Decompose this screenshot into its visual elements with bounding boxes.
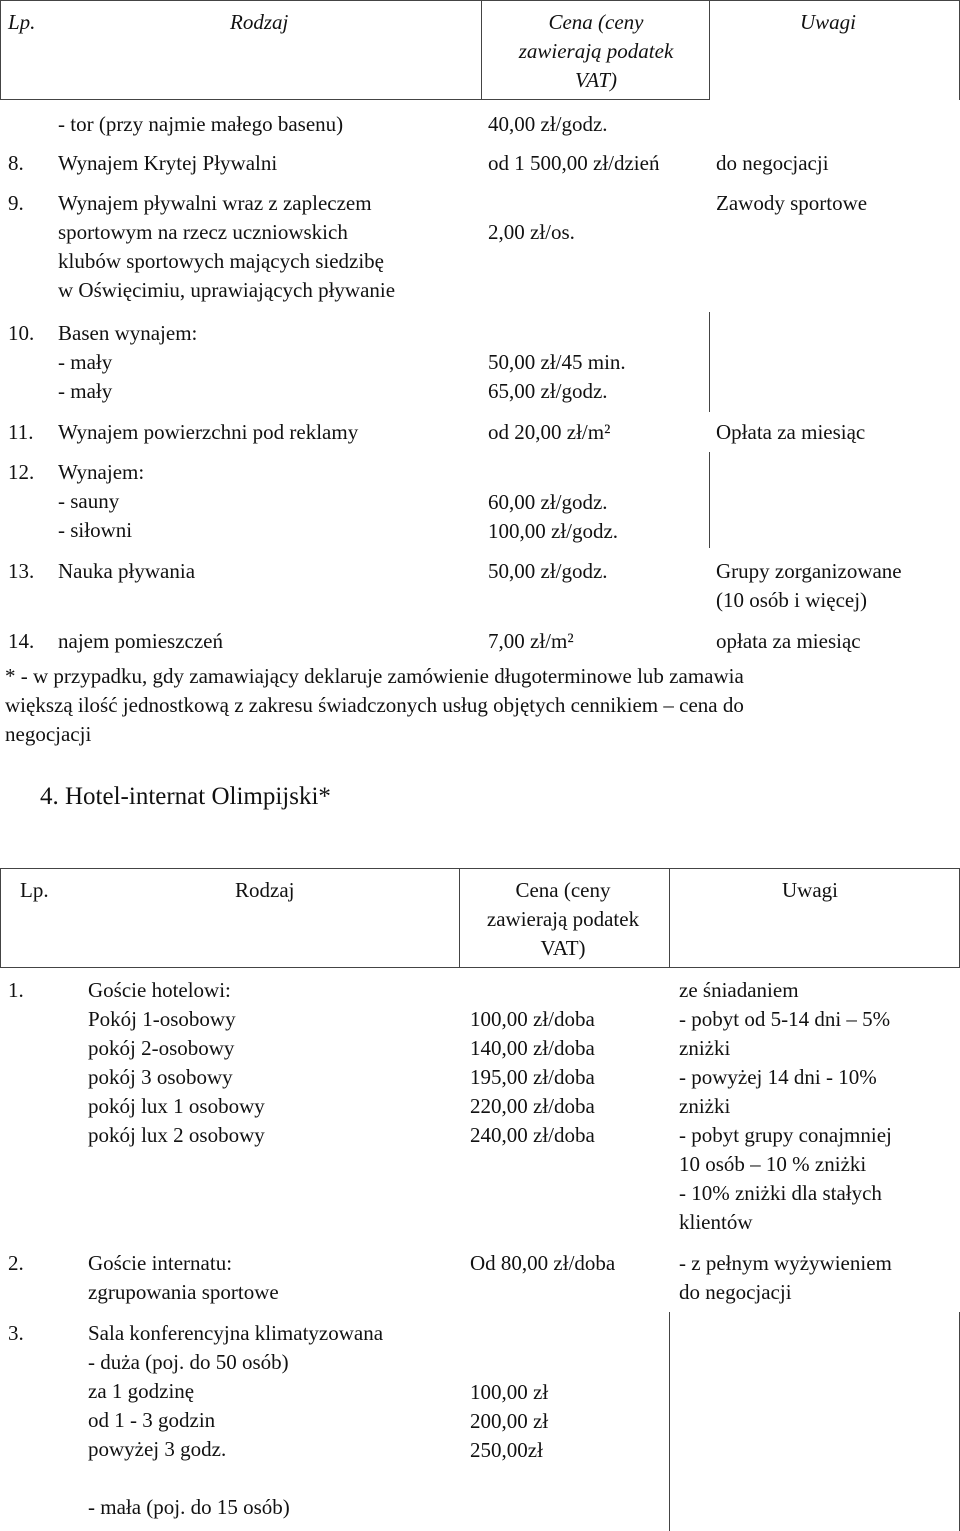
row-lp: 12. — [8, 460, 35, 484]
row-rodzaj: Basen wynajem: - mały - mały — [58, 321, 198, 403]
row-cena: 2,00 zł/os. — [488, 220, 575, 244]
row-rodzaj: Goście hotelowi: Pokój 1-osobowy pokój 2-osobowy pokój 3 osobowy pokój lux 1 osobowy pokój lux 2 osobowy — [88, 978, 265, 1147]
row-lp: 10. — [8, 321, 35, 345]
col-header-cena: Cena (ceny zawierają podatek VAT) — [486, 878, 640, 960]
table-border — [0, 0, 960, 1]
row-cena: 40,00 zł/godz. — [488, 112, 608, 136]
row-lp: 13. — [8, 559, 35, 583]
row-rodzaj: Wynajem: - sauny - siłowni — [58, 460, 145, 542]
row-uwagi: Opłata za miesiąc — [716, 420, 866, 444]
col-header-rodzaj: Rodzaj — [230, 10, 289, 34]
row-cena: 7,00 zł/m² — [488, 629, 574, 653]
table-border — [0, 868, 1, 968]
row-rodzaj: Wynajem Krytej Pływalni — [58, 151, 278, 175]
row-cena: od 20,00 zł/m² — [488, 420, 611, 444]
table-border — [669, 868, 670, 968]
row-cena: 60,00 zł/godz. 100,00 zł/godz. — [488, 490, 619, 543]
col-header-cena: Cena (ceny zawierają podatek VAT) — [518, 10, 674, 92]
table-border — [0, 99, 710, 100]
col-header-uwagi: Uwagi — [800, 10, 857, 34]
row-rodzaj: - tor (przy najmie małego basenu) — [58, 112, 344, 136]
row-lp: 1. — [8, 978, 24, 1002]
row-uwagi: opłata za miesiąc — [716, 629, 861, 653]
table-border — [709, 452, 710, 548]
row-lp: 14. — [8, 629, 35, 653]
col-header-lp: Lp. — [20, 878, 49, 902]
section-title: 4. Hotel-internat Olimpijski* — [40, 783, 331, 810]
table-border — [709, 0, 710, 100]
row-cena: 100,00 zł 200,00 zł 250,00zł — [470, 1380, 549, 1462]
row-rodzaj: najem pomieszczeń — [58, 629, 224, 653]
table-border — [481, 0, 482, 100]
row-uwagi: - z pełnym wyżywieniem do negocjacji — [679, 1251, 892, 1304]
row-uwagi: do negocjacji — [716, 151, 829, 175]
row-lp: 9. — [8, 191, 24, 215]
row-lp: 11. — [8, 420, 34, 444]
table-border — [0, 0, 1, 100]
col-header-rodzaj: Rodzaj — [235, 878, 295, 902]
row-uwagi: Grupy zorganizowane (10 osób i więcej) — [716, 559, 902, 612]
row-rodzaj: Sala konferencyjna klimatyzowana - duża (poj. do 50 osób) za 1 godzinę od 1 - 3 godzin powyżej 3 godz. - mała (poj. do 15 osób) — [88, 1321, 384, 1519]
row-cena: 50,00 zł/godz. — [488, 559, 608, 583]
table-border — [0, 868, 960, 869]
row-cena: od 1 500,00 zł/dzień — [488, 151, 660, 175]
table-border — [709, 312, 710, 412]
table-border — [459, 868, 460, 968]
col-header-uwagi: Uwagi — [782, 878, 838, 902]
table-border — [669, 1312, 670, 1531]
row-cena: 100,00 zł/doba 140,00 zł/doba 195,00 zł/doba 220,00 zł/doba 240,00 zł/doba — [470, 1007, 595, 1147]
row-rodzaj: Goście internatu: zgrupowania sportowe — [88, 1251, 279, 1304]
row-cena: 50,00 zł/45 min. 65,00 zł/godz. — [488, 350, 626, 403]
row-lp: 8. — [8, 151, 24, 175]
row-rodzaj: Wynajem powierzchni pod reklamy — [58, 420, 359, 444]
row-lp: 3. — [8, 1321, 24, 1345]
row-uwagi: ze śniadaniem - pobyt od 5-14 dni – 5% zniżki - powyżej 14 dni - 10% zniżki - pobyt grupy conajmniej 10 osób – 10 % zniżki - 10% zniżki dla stałych klientów — [679, 978, 892, 1234]
row-lp: 2. — [8, 1251, 24, 1275]
footnote: * - w przypadku, gdy zamawiający deklaruje zamówienie długoterminowe lub zamawia większą ilość jednostkową z zakresu świadczonych usług objętych cennikiem – cena do negocjacji — [5, 664, 744, 746]
col-header-lp: Lp. — [8, 10, 36, 34]
row-rodzaj: Nauka pływania — [58, 559, 196, 583]
row-uwagi: Zawody sportowe — [716, 191, 868, 215]
row-cena: Od 80,00 zł/doba — [470, 1251, 616, 1275]
table-border — [0, 967, 960, 968]
row-rodzaj: Wynajem pływalni wraz z zapleczem sportowym na rzecz uczniowskich klubów sportowych mających siedzibę w Oświęcimiu, uprawiających pływanie — [58, 191, 396, 302]
